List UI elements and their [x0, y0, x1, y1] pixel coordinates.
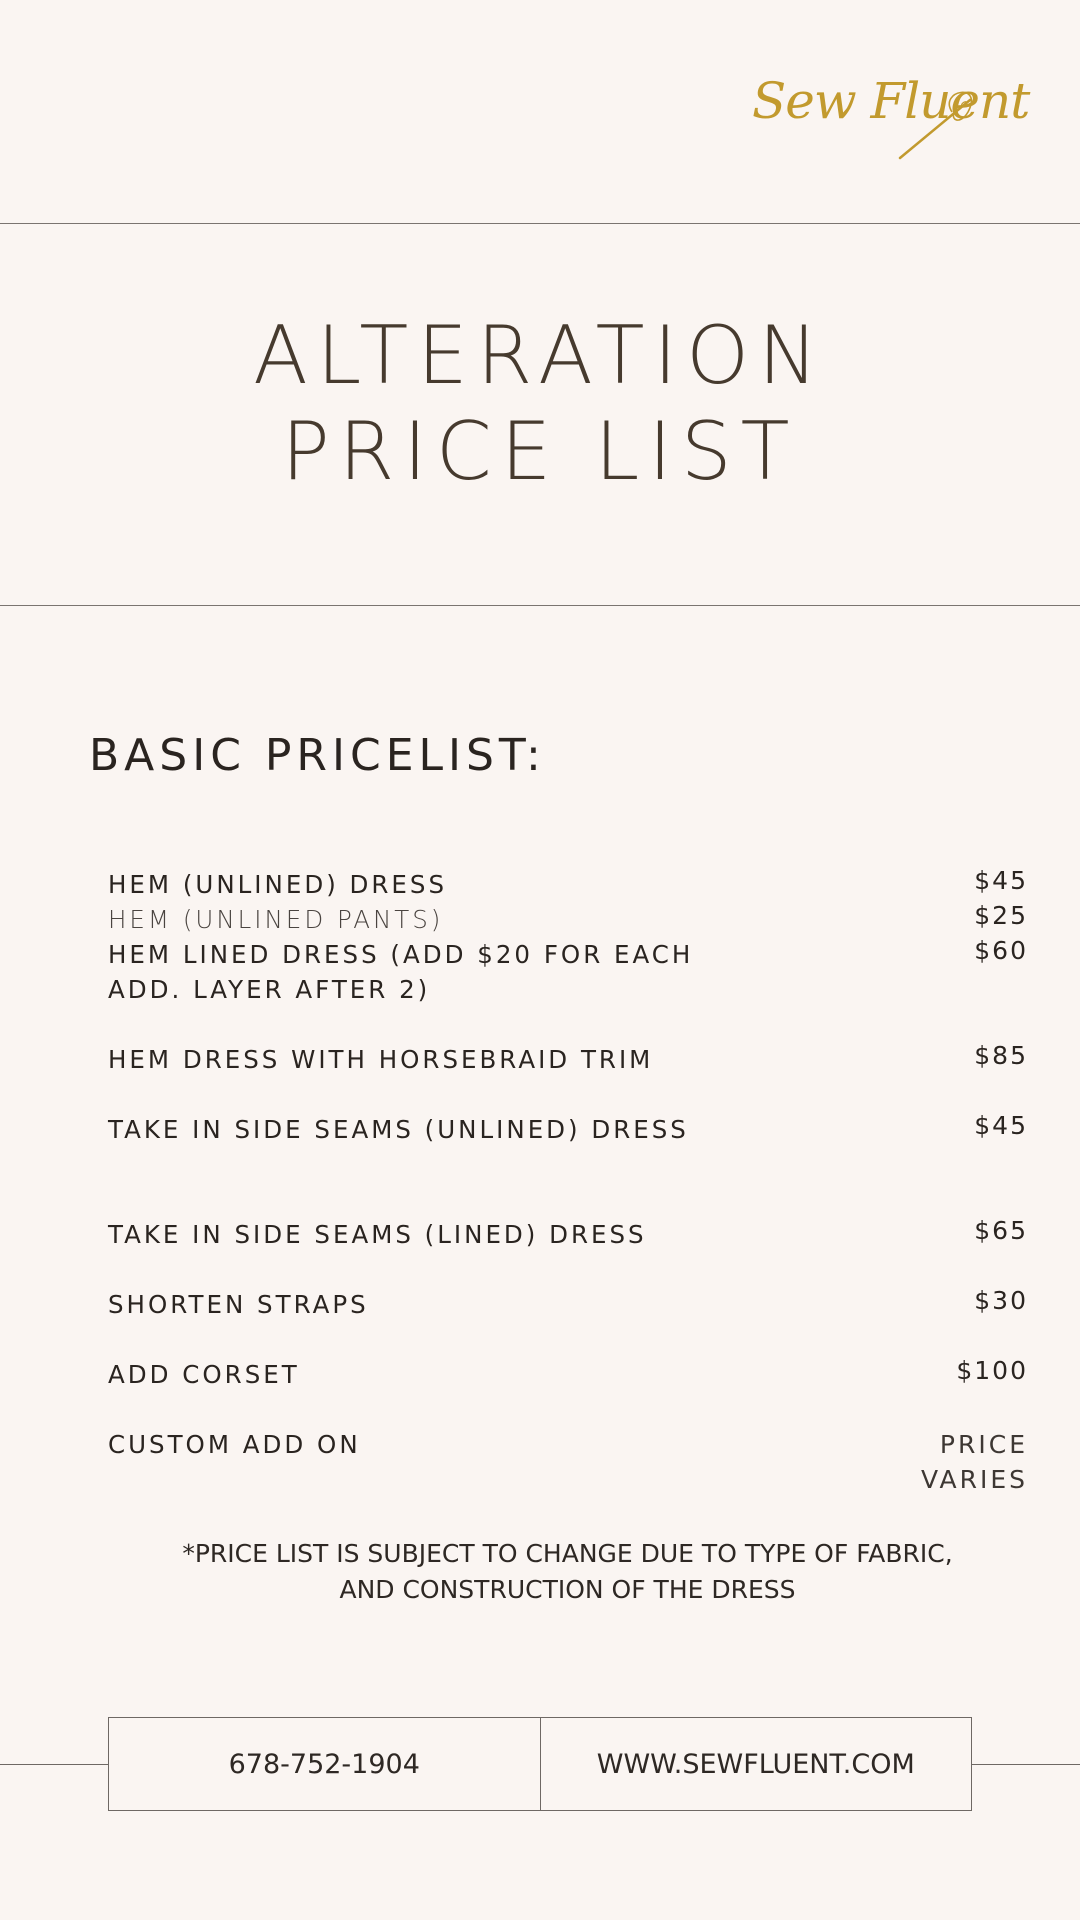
page-title [0, 308, 1080, 500]
item-name: SHORTEN STRAPS [108, 1290, 369, 1319]
price-disclaimer: *PRICE LIST IS SUBJECT TO CHANGE DUE TO TYPE OF FABRIC, AND CONSTRUCTION OF THE DRESS [182, 1539, 953, 1604]
contact-side-line-left [0, 1764, 108, 1765]
logo-text: Sew Fluent [752, 72, 1030, 130]
item-name: CUSTOM ADD ON [108, 1430, 361, 1459]
item-price: $100 [956, 1356, 1028, 1385]
item-price: $65 [974, 1216, 1028, 1245]
item-price: $60 [974, 936, 1028, 965]
item-name: HEM DRESS WITH HORSEBRAID TRIM [108, 1045, 654, 1074]
title-divider [0, 605, 1080, 606]
title-line-1: ALTERATION [253, 309, 827, 402]
item-name: ADD CORSET [108, 1360, 300, 1389]
top-divider [0, 223, 1080, 224]
title-line-2: PRICE LIST [281, 405, 799, 498]
contact-side-line-right [972, 1764, 1080, 1765]
sew-fluent-logo [752, 62, 1030, 162]
item-price: $45 [974, 1111, 1028, 1140]
phone-number[interactable]: 678-752-1904 [228, 1748, 420, 1780]
website-link[interactable]: WWW.SEWFLUENT.COM [540, 1718, 972, 1810]
item-price: $45 [974, 866, 1028, 895]
item-name: TAKE IN SIDE SEAMS (UNLINED) DRESS [108, 1115, 689, 1144]
item-name: TAKE IN SIDE SEAMS (LINED) DRESS [108, 1220, 647, 1249]
item-price: $25 [974, 901, 1028, 930]
needle-icon [752, 62, 982, 162]
item-name: HEM (UNLINED) DRESS [108, 870, 448, 899]
item-price: $30 [974, 1286, 1028, 1315]
section-heading: BASIC PRICELIST: [89, 730, 546, 781]
item-price: $85 [974, 1041, 1028, 1070]
item-price: PRICE VARIES [920, 1430, 1028, 1494]
contact-box [108, 1717, 972, 1811]
item-name: HEM LINED DRESS (ADD $20 FOR EACH ADD. LAYER AFTER 2) [108, 940, 694, 1004]
item-name: HEM (UNLINED PANTS) [108, 905, 444, 934]
